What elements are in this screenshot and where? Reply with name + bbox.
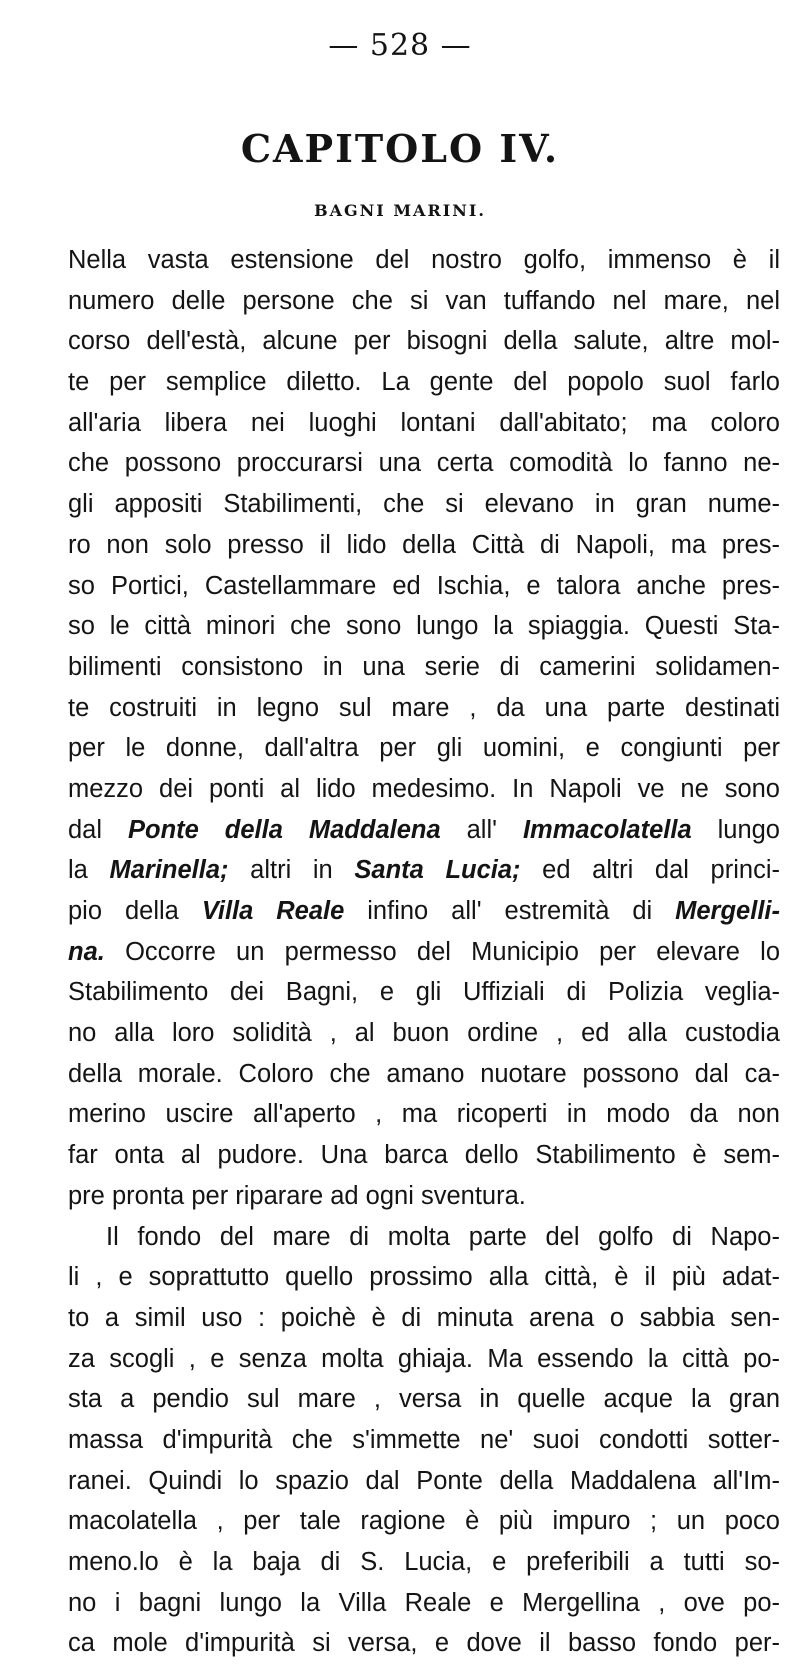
text-line: gli appositi Stabilimenti, che si elevano in gran nume- <box>68 490 780 519</box>
text-line: li , e soprattutto quello prossimo alla città, è il più adat- <box>68 1263 780 1292</box>
text-line: to a simil uso : poichè è di minuta arena o sabbia sen- <box>68 1303 780 1332</box>
text-line <box>68 850 780 891</box>
body-text <box>68 240 780 1664</box>
text-line: ro non solo presso il lido della Città di Napoli, ma pres- <box>68 530 780 559</box>
text-line: Il fondo del mare di molta parte del golfo di Napo- <box>106 1222 780 1251</box>
text-line: corso dell'està, alcune per bisogni della salute, altre mol- <box>68 327 780 356</box>
text-line: bilimenti consistono in una serie di camerini solidamen- <box>68 652 780 681</box>
text-run: Occorre un permesso del Municipio per elevare lo <box>104 937 780 966</box>
text-line: te per semplice diletto. La gente del popolo suol farlo <box>68 368 780 397</box>
text-line: so le città minori che sono lungo la spiaggia. Questi Sta- <box>68 612 780 641</box>
text-line: Nella vasta estensione del nostro golfo, immenso è il <box>68 246 780 274</box>
text-line: che possono proccurarsi una certa comodità lo fanno ne- <box>68 449 780 478</box>
text-run: all' <box>440 815 523 844</box>
place-name: Villa Reale <box>201 897 345 925</box>
text-run: la <box>68 856 110 885</box>
text-run: pio della <box>68 897 202 925</box>
text-line: merino uscire all'aperto , ma ricoperti in modo da non <box>68 1100 780 1129</box>
text-line: te costruiti in legno sul mare , da una parte destinati <box>68 693 780 722</box>
text-line: massa d'impurità che s'immette ne' suoi condotti sotter- <box>68 1425 780 1454</box>
text-line: za scogli , e senza molta ghiaja. Ma essendo la città po- <box>68 1344 780 1373</box>
text-line: per le donne, dall'altra per gli uomini, e congiunti per <box>68 734 780 763</box>
text-line: Stabilimento dei Bagni, e gli Uffiziali di Polizia veglia- <box>68 978 780 1007</box>
place-name: Santa Lucia; <box>354 856 521 885</box>
text-run: lungo <box>691 815 780 844</box>
place-name: na. <box>68 937 105 966</box>
text-line: all'aria libera nei luoghi lontani dall'abitato; ma coloro <box>68 408 780 437</box>
text-line <box>68 891 780 932</box>
chapter-title: CAPITOLO IV. <box>240 126 560 171</box>
text-line: della morale. Coloro che amano nuotare possono dal ca- <box>68 1059 780 1088</box>
place-name: Mergelli- <box>675 897 780 925</box>
text-line <box>68 932 780 973</box>
text-line: ranei. Quindi lo spazio dal Ponte della Maddalena all'Im- <box>68 1466 780 1495</box>
text-run: altri in <box>228 856 355 885</box>
text-line: meno.lo è la baja di S. Lucia, e preferibili a tutti so- <box>68 1548 780 1576</box>
text-line: mezzo dei ponti al lido medesimo. In Napoli ve ne sono <box>68 774 780 803</box>
text-line: far onta al pudore. Una barca dello Stabilimento è sem- <box>68 1141 780 1170</box>
chapter-subtitle: BAGNI MARINI. <box>314 201 486 220</box>
place-name: Immacolatella <box>522 815 692 844</box>
text-line: no alla loro solidità , al buon ordine , ed alla custodia <box>68 1019 780 1048</box>
page-number: — 528 — <box>328 28 472 63</box>
text-line: pre pronta per riparare ad ogni sventura. <box>68 1181 526 1210</box>
text-run: infino all' estremità di <box>344 897 676 925</box>
text-line: macolatella , per tale ragione è più impuro ; un poco <box>68 1507 780 1536</box>
place-name: Ponte della Maddalena <box>128 815 441 844</box>
text-line: numero delle persone che si van tuffando nel mare, nel <box>68 286 780 315</box>
text-line: no i bagni lungo la Villa Reale e Mergellina , ove po- <box>68 1588 780 1617</box>
text-run: dal <box>68 815 128 844</box>
text-line: so Portici, Castellammare ed Ischia, e talora anche pres- <box>68 571 780 600</box>
text-run: ed altri dal princi- <box>520 856 780 885</box>
text-line: sta a pendio sul mare , versa in quelle acque la gran <box>68 1385 780 1414</box>
text-line <box>68 810 780 851</box>
place-name: Marinella; <box>109 856 229 885</box>
text-line: ca mole d'impurità si versa, e dove il basso fondo per- <box>68 1629 780 1658</box>
